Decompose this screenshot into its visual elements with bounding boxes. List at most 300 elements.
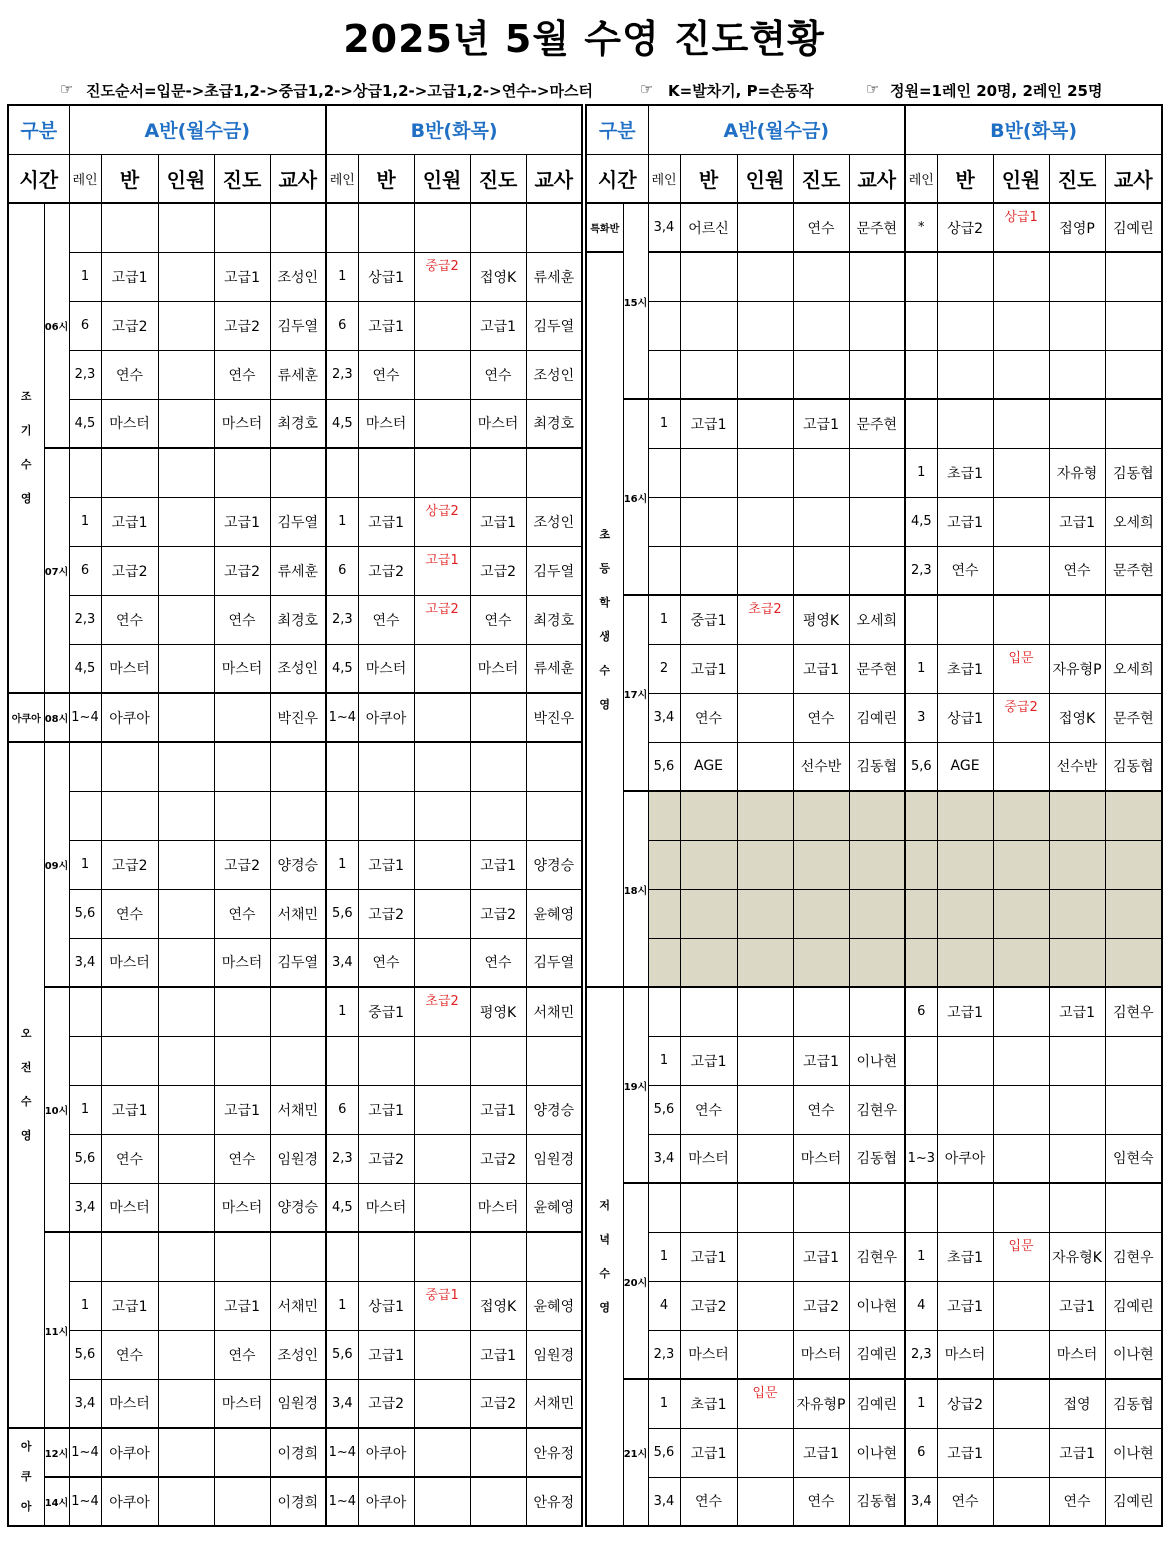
b-count-cell	[993, 1379, 1049, 1428]
b-class-cell: 연수	[937, 546, 993, 595]
a-progress-cell: 고급1	[214, 1281, 270, 1330]
b-lane-cell	[905, 938, 937, 987]
a-class-cell: 연수	[101, 595, 158, 644]
table-row	[586, 1085, 1162, 1134]
header-teacher: 교사	[526, 154, 582, 203]
a-teacher-cell: 최경호	[270, 595, 326, 644]
b-count-cell	[414, 1085, 470, 1134]
table-row	[586, 399, 1162, 448]
header-teacher: 교사	[270, 154, 326, 203]
b-teacher-cell: 임원경	[526, 1330, 582, 1379]
a-class-cell: 마스터	[101, 1183, 158, 1232]
a-progress-cell: 고급2	[793, 1281, 849, 1330]
table-row	[8, 595, 582, 644]
a-lane-cell: 1	[648, 399, 680, 448]
b-teacher-cell	[526, 1036, 582, 1085]
a-class-cell: 고급1	[101, 1281, 158, 1330]
a-class-cell: 고급1	[101, 252, 158, 301]
a-class-cell: 아쿠아	[101, 1477, 158, 1526]
b-progress-cell: 접영K	[1049, 693, 1105, 742]
b-class-cell: 고급1	[937, 1281, 993, 1330]
table-row	[8, 497, 582, 546]
a-class-cell: 아쿠아	[101, 693, 158, 742]
a-teacher-cell: 양경승	[270, 840, 326, 889]
a-lane-cell: 1	[69, 497, 101, 546]
b-count-cell	[993, 791, 1049, 840]
header-count: 인원	[993, 154, 1049, 203]
a-progress-cell: 연수	[793, 1477, 849, 1526]
b-count-cell	[993, 1036, 1049, 1085]
a-class-cell: 고급1	[101, 1085, 158, 1134]
table-row	[586, 742, 1162, 791]
section-label	[8, 742, 44, 1428]
b-class-cell: 연수	[358, 938, 414, 987]
a-lane-cell: 1	[648, 595, 680, 644]
a-progress-cell: 마스터	[214, 1183, 270, 1232]
b-class-cell	[358, 791, 414, 840]
a-lane-cell: 3,4	[648, 203, 680, 252]
b-teacher-cell: 임현숙	[1105, 1134, 1162, 1183]
b-progress-cell: 자유형P	[1049, 644, 1105, 693]
a-teacher-cell: 류세훈	[270, 350, 326, 399]
b-lane-cell: 2,3	[905, 1330, 937, 1379]
b-count-cell	[993, 1085, 1049, 1134]
a-teacher-cell	[849, 252, 905, 301]
a-class-cell: 고급1	[680, 1036, 737, 1085]
a-progress-cell	[793, 840, 849, 889]
time-slot: 19시	[623, 987, 648, 1183]
header-time: 시간	[586, 154, 648, 203]
b-teacher-cell: 김두열	[526, 301, 582, 350]
a-teacher-cell: 이나현	[849, 1281, 905, 1330]
a-lane-cell: 1~4	[69, 1477, 101, 1526]
b-lane-cell	[326, 1036, 358, 1085]
a-count-cell	[737, 644, 793, 693]
b-progress-cell: 마스터	[470, 1183, 526, 1232]
b-progress-cell	[1049, 595, 1105, 644]
b-lane-cell: 5,6	[326, 1330, 358, 1379]
a-progress-cell	[214, 448, 270, 497]
b-count-cell	[993, 1134, 1049, 1183]
b-progress-cell: 고급2	[470, 889, 526, 938]
a-lane-cell: 1	[648, 1232, 680, 1281]
b-progress-cell	[470, 1428, 526, 1477]
b-progress-cell: 연수	[470, 938, 526, 987]
b-class-cell	[937, 252, 993, 301]
b-class-cell	[937, 791, 993, 840]
b-teacher-cell	[1105, 595, 1162, 644]
a-lane-cell	[648, 448, 680, 497]
a-progress-cell	[793, 546, 849, 595]
b-class-cell: 고급1	[937, 497, 993, 546]
b-class-cell: 고급1	[358, 1085, 414, 1134]
section-label-text: 오 전 수 영	[20, 1027, 32, 1142]
b-lane-cell	[905, 889, 937, 938]
b-progress-cell: 접영P	[1049, 203, 1105, 252]
b-lane-cell: 1~4	[326, 1477, 358, 1526]
b-class-cell: 상급1	[358, 252, 414, 301]
b-teacher-cell	[526, 791, 582, 840]
b-count-cell	[414, 252, 470, 301]
a-progress-cell: 연수	[214, 1330, 270, 1379]
a-lane-cell	[69, 1232, 101, 1281]
a-lane-cell	[648, 301, 680, 350]
b-teacher-cell	[1105, 840, 1162, 889]
a-count-cell	[158, 791, 214, 840]
table-row	[8, 1281, 582, 1330]
a-class-cell	[680, 252, 737, 301]
a-count-cell	[158, 742, 214, 791]
a-progress-cell: 마스터	[214, 1379, 270, 1428]
header-progress: 진도	[793, 154, 849, 203]
table-row	[586, 595, 1162, 644]
b-teacher-cell: 최경호	[526, 595, 582, 644]
b-progress-cell: 선수반	[1049, 742, 1105, 791]
section-label	[586, 987, 623, 1526]
b-progress-cell: 마스터	[470, 399, 526, 448]
notes-bar	[0, 80, 1168, 102]
b-class-cell: 상급1	[358, 1281, 414, 1330]
b-class-cell: 고급1	[358, 1330, 414, 1379]
a-progress-cell	[793, 987, 849, 1036]
a-teacher-cell: 임원경	[270, 1134, 326, 1183]
b-lane-cell	[326, 791, 358, 840]
a-progress-cell: 마스터	[793, 1330, 849, 1379]
a-teacher-cell: 문주현	[849, 644, 905, 693]
b-lane-cell: 4,5	[905, 497, 937, 546]
b-progress-cell: 연수	[1049, 546, 1105, 595]
b-teacher-cell: 양경승	[526, 1085, 582, 1134]
a-count-cell	[158, 1281, 214, 1330]
header-ban: 반	[358, 154, 414, 203]
a-count-cell	[158, 1379, 214, 1428]
b-progress-cell: 고급2	[470, 1134, 526, 1183]
a-teacher-cell: 조성인	[270, 1330, 326, 1379]
b-teacher-cell	[1105, 301, 1162, 350]
b-lane-cell	[905, 350, 937, 399]
table-row	[8, 1379, 582, 1428]
header-ban: 반	[101, 154, 158, 203]
a-progress-cell	[214, 742, 270, 791]
table-row	[8, 1330, 582, 1379]
b-teacher-cell: 류세훈	[526, 252, 582, 301]
b-lane-cell: 4	[905, 1281, 937, 1330]
b-progress-cell: 연수	[1049, 1477, 1105, 1526]
a-count-cell	[158, 889, 214, 938]
b-teacher-cell: 김두열	[526, 546, 582, 595]
b-lane-cell: 1	[326, 1281, 358, 1330]
page-title: 2025년 5월 수영 진도현황	[343, 17, 825, 61]
header-count: 인원	[158, 154, 214, 203]
a-lane-cell: 4,5	[69, 644, 101, 693]
b-progress-cell: 접영	[1049, 1379, 1105, 1428]
b-teacher-cell: 이나현	[1105, 1428, 1162, 1477]
a-count-cell	[737, 1428, 793, 1477]
a-teacher-cell: 김동협	[849, 742, 905, 791]
b-teacher-cell: 최경호	[526, 399, 582, 448]
prev-level-note: 고급1	[425, 552, 459, 568]
b-class-cell: 연수	[937, 1477, 993, 1526]
table-row	[586, 1379, 1162, 1428]
time-slot: 15시	[623, 203, 648, 399]
section-label-text: 저 녁 수 영	[599, 1198, 611, 1314]
b-count-cell	[414, 742, 470, 791]
table-row	[586, 1183, 1162, 1232]
b-teacher-cell	[526, 203, 582, 252]
b-lane-cell: 2,3	[326, 595, 358, 644]
table-row	[8, 987, 582, 1036]
b-class-cell: 고급1	[358, 497, 414, 546]
prev-level-note: 중급1	[425, 1287, 459, 1303]
a-count-cell	[158, 350, 214, 399]
b-class-cell: 고급2	[358, 889, 414, 938]
a-lane-cell: 6	[69, 546, 101, 595]
b-count-cell	[993, 448, 1049, 497]
a-teacher-cell: 김두열	[270, 301, 326, 350]
b-progress-cell: 마스터	[470, 644, 526, 693]
a-lane-cell: 2,3	[69, 350, 101, 399]
header-gubun: 구분	[586, 105, 648, 154]
a-teacher-cell: 김예린	[849, 1379, 905, 1428]
a-teacher-cell: 김동협	[849, 1477, 905, 1526]
a-teacher-cell: 서채민	[270, 1085, 326, 1134]
table-row	[586, 1477, 1162, 1526]
a-progress-cell	[793, 791, 849, 840]
b-class-cell: 중급1	[358, 987, 414, 1036]
a-count-cell	[158, 1085, 214, 1134]
a-count-cell	[158, 448, 214, 497]
b-count-cell	[993, 595, 1049, 644]
a-teacher-cell: 김예린	[849, 693, 905, 742]
b-lane-cell: 1	[326, 252, 358, 301]
a-class-cell	[680, 497, 737, 546]
a-count-cell	[737, 301, 793, 350]
b-lane-cell	[905, 399, 937, 448]
b-progress-cell	[1049, 938, 1105, 987]
a-class-cell	[101, 448, 158, 497]
table-row	[586, 448, 1162, 497]
b-count-cell	[414, 644, 470, 693]
a-teacher-cell: 김예린	[849, 1330, 905, 1379]
a-lane-cell	[648, 1183, 680, 1232]
a-class-cell: 연수	[101, 350, 158, 399]
b-class-cell	[937, 301, 993, 350]
b-class-cell: 마스터	[937, 1330, 993, 1379]
a-progress-cell	[793, 448, 849, 497]
b-lane-cell: 4,5	[326, 399, 358, 448]
table-row	[586, 301, 1162, 350]
a-class-cell: 고급2	[101, 840, 158, 889]
b-teacher-cell: 김동협	[1105, 1379, 1162, 1428]
a-progress-cell	[793, 301, 849, 350]
a-lane-cell	[648, 350, 680, 399]
table-row	[586, 791, 1162, 840]
b-count-cell	[414, 693, 470, 742]
b-teacher-cell	[1105, 1036, 1162, 1085]
b-count-cell	[993, 742, 1049, 791]
b-class-cell: 고급2	[358, 546, 414, 595]
prev-level-note: 고급2	[425, 601, 459, 617]
a-count-cell	[737, 546, 793, 595]
b-teacher-cell	[1105, 791, 1162, 840]
evening-schedule-table	[585, 104, 1163, 1527]
b-lane-cell: 6	[326, 546, 358, 595]
b-lane-cell: 4,5	[326, 1183, 358, 1232]
a-class-cell: 연수	[680, 1477, 737, 1526]
a-count-cell	[158, 546, 214, 595]
a-progress-cell	[793, 1183, 849, 1232]
a-class-cell	[101, 203, 158, 252]
a-teacher-cell: 김두열	[270, 938, 326, 987]
table-row	[586, 203, 1162, 252]
b-teacher-cell: 김현우	[1105, 987, 1162, 1036]
a-count-cell	[737, 350, 793, 399]
b-progress-cell	[1049, 840, 1105, 889]
a-progress-cell: 평영K	[793, 595, 849, 644]
a-progress-cell	[214, 203, 270, 252]
time-slot: 10시	[44, 987, 69, 1232]
a-progress-cell: 연수	[793, 203, 849, 252]
a-teacher-cell: 서채민	[270, 1281, 326, 1330]
a-teacher-cell: 이경희	[270, 1428, 326, 1477]
table-row	[8, 840, 582, 889]
a-class-cell: 고급1	[680, 1428, 737, 1477]
b-progress-cell: 평영K	[470, 987, 526, 1036]
table-row	[586, 252, 1162, 301]
a-progress-cell	[214, 791, 270, 840]
morning-schedule-table	[7, 104, 583, 1527]
b-progress-cell	[470, 742, 526, 791]
a-lane-cell: 1	[69, 252, 101, 301]
a-progress-cell	[793, 497, 849, 546]
header-lane: 레인	[648, 154, 680, 203]
table-row	[8, 938, 582, 987]
a-progress-cell: 연수	[214, 350, 270, 399]
b-count-cell	[993, 350, 1049, 399]
a-progress-cell: 연수	[214, 595, 270, 644]
a-class-cell	[680, 840, 737, 889]
a-lane-cell: 1	[69, 1085, 101, 1134]
b-progress-cell	[470, 693, 526, 742]
section-label	[586, 252, 623, 987]
a-count-cell	[158, 203, 214, 252]
b-class-cell	[937, 1183, 993, 1232]
a-progress-cell: 고급1	[214, 252, 270, 301]
header-teacher: 교사	[1105, 154, 1162, 203]
b-teacher-cell: 김예린	[1105, 1477, 1162, 1526]
table-row	[586, 840, 1162, 889]
a-count-cell	[158, 840, 214, 889]
b-teacher-cell	[1105, 1085, 1162, 1134]
b-progress-cell	[1049, 791, 1105, 840]
a-teacher-cell	[270, 448, 326, 497]
a-progress-cell	[793, 889, 849, 938]
a-teacher-cell: 오세희	[849, 595, 905, 644]
a-count-cell	[158, 1232, 214, 1281]
a-class-cell: 중급1	[680, 595, 737, 644]
b-class-cell	[358, 1232, 414, 1281]
b-teacher-cell: 문주현	[1105, 546, 1162, 595]
table-row	[8, 1428, 582, 1477]
a-lane-cell: 6	[69, 301, 101, 350]
a-progress-cell: 고급2	[214, 546, 270, 595]
b-teacher-cell: 김예린	[1105, 1281, 1162, 1330]
a-count-cell	[158, 987, 214, 1036]
b-teacher-cell	[526, 1232, 582, 1281]
prev-level-note: 중급2	[1004, 699, 1038, 715]
a-progress-cell: 고급2	[214, 840, 270, 889]
table-row	[8, 448, 582, 497]
b-class-cell	[937, 1085, 993, 1134]
a-count-cell	[737, 1232, 793, 1281]
a-class-cell: 마스터	[101, 644, 158, 693]
a-class-cell: 연수	[680, 1085, 737, 1134]
b-teacher-cell: 윤혜영	[526, 889, 582, 938]
b-progress-cell: 연수	[470, 595, 526, 644]
a-teacher-cell: 김동협	[849, 1134, 905, 1183]
a-class-cell: 고급2	[101, 546, 158, 595]
b-progress-cell	[1049, 350, 1105, 399]
a-lane-cell: 1	[69, 1281, 101, 1330]
a-progress-cell: 마스터	[214, 399, 270, 448]
b-lane-cell: 4,5	[326, 644, 358, 693]
a-progress-cell: 마스터	[214, 938, 270, 987]
a-progress-cell	[214, 1477, 270, 1526]
b-progress-cell: 고급1	[470, 1085, 526, 1134]
time-slot: 20시	[623, 1183, 648, 1379]
a-teacher-cell	[270, 1232, 326, 1281]
b-progress-cell	[1049, 1183, 1105, 1232]
b-count-cell	[993, 399, 1049, 448]
b-class-cell	[937, 399, 993, 448]
table-row	[586, 497, 1162, 546]
a-teacher-cell	[849, 938, 905, 987]
header-progress: 진도	[1049, 154, 1105, 203]
b-count-cell	[414, 595, 470, 644]
b-teacher-cell: 임원경	[526, 1134, 582, 1183]
a-class-cell	[680, 791, 737, 840]
b-count-cell	[993, 497, 1049, 546]
b-teacher-cell: 류세훈	[526, 644, 582, 693]
b-count-cell	[993, 546, 1049, 595]
a-lane-cell: 4	[648, 1281, 680, 1330]
a-lane-cell	[69, 448, 101, 497]
b-count-cell	[414, 1330, 470, 1379]
time-slot: 09시	[44, 742, 69, 987]
a-count-cell	[737, 1477, 793, 1526]
b-count-cell	[993, 693, 1049, 742]
a-lane-cell	[69, 742, 101, 791]
b-progress-cell: 접영K	[470, 252, 526, 301]
b-progress-cell	[470, 203, 526, 252]
prev-level-note: 입문	[752, 1386, 778, 1401]
a-count-cell	[158, 1183, 214, 1232]
a-class-cell: 마스터	[101, 399, 158, 448]
table-row	[586, 987, 1162, 1036]
b-teacher-cell: 안유정	[526, 1477, 582, 1526]
b-count-cell	[414, 840, 470, 889]
a-class-cell: 고급1	[680, 399, 737, 448]
b-class-cell: 아쿠아	[358, 1428, 414, 1477]
b-lane-cell: 2,3	[905, 546, 937, 595]
a-lane-cell: 3,4	[69, 1379, 101, 1428]
a-count-cell	[158, 301, 214, 350]
a-teacher-cell	[270, 791, 326, 840]
prev-level-note: 입문	[1008, 1238, 1034, 1254]
a-lane-cell	[648, 252, 680, 301]
a-teacher-cell	[270, 1036, 326, 1085]
a-class-cell: 초급1	[680, 1379, 737, 1428]
